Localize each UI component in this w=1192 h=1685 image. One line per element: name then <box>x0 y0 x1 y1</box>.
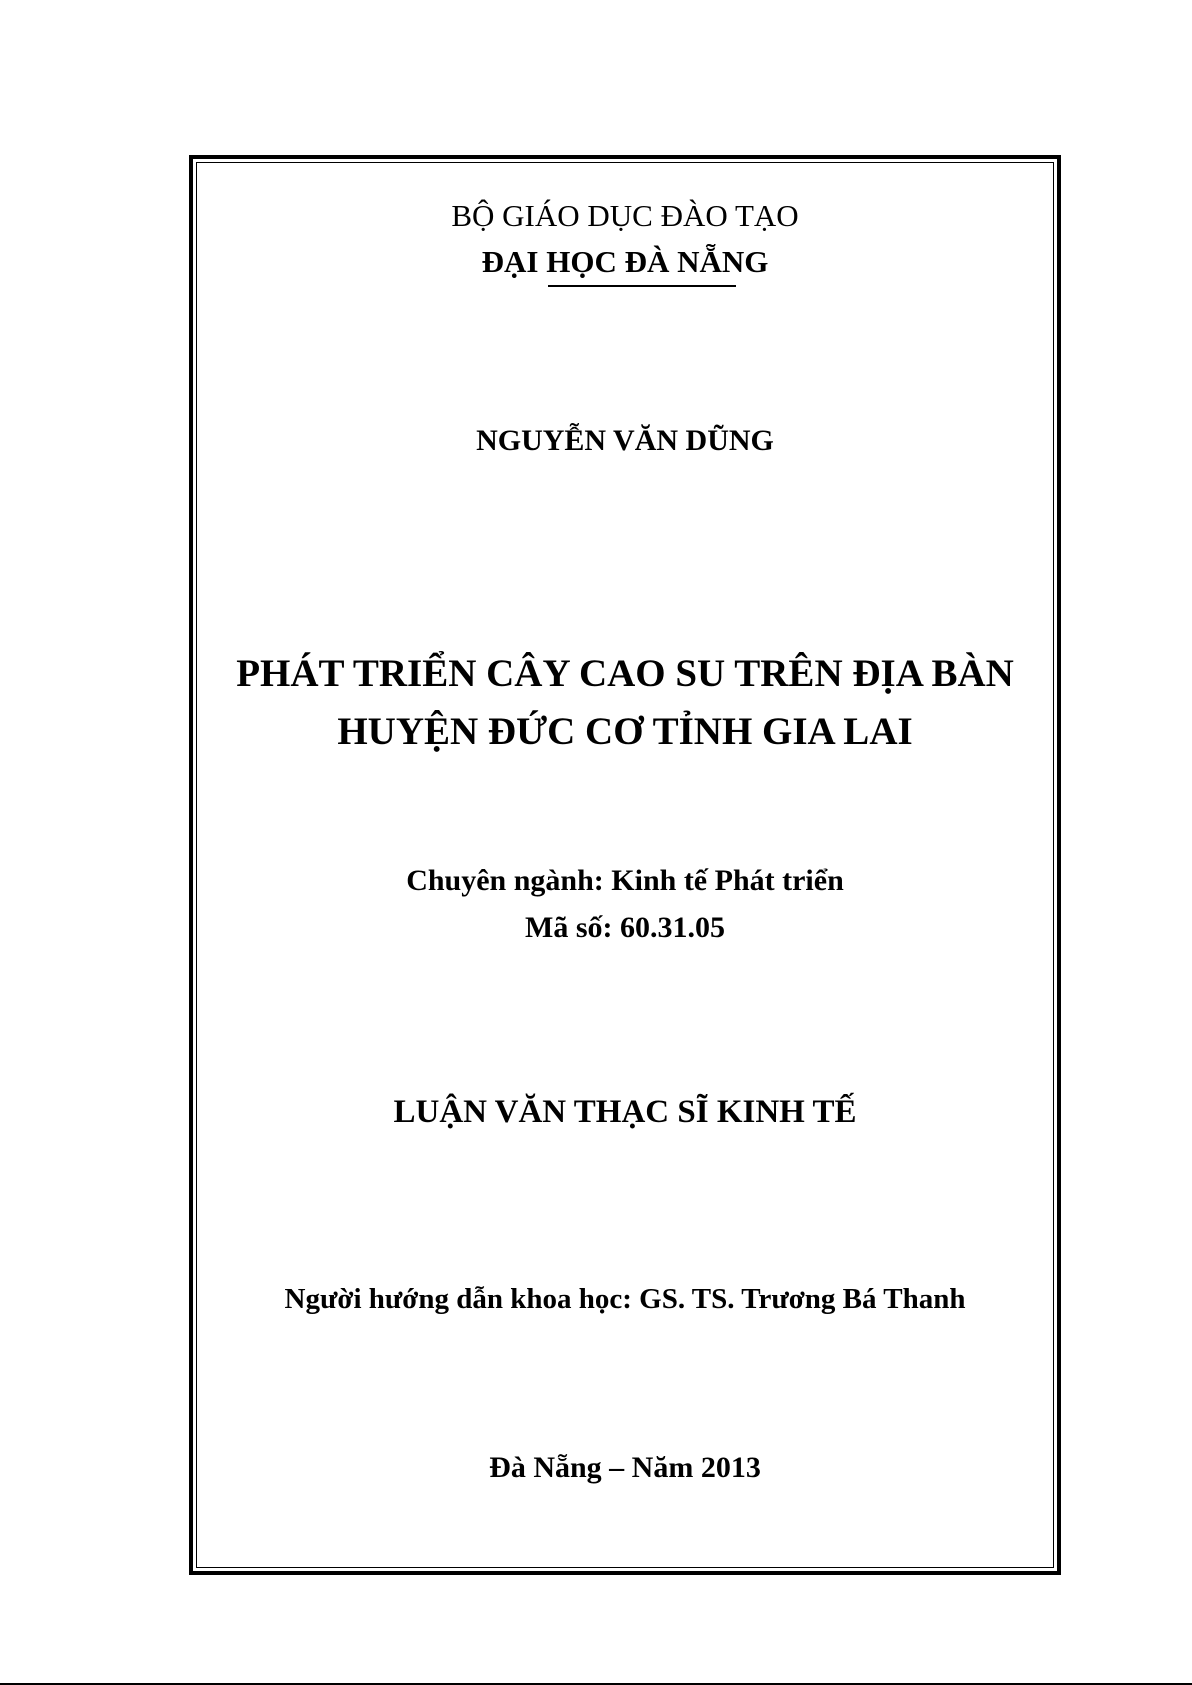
thesis-type: LUẬN VĂN THẠC SĨ KINH TẾ <box>393 1094 857 1130</box>
major-code: Mã số: 60.31.05 <box>525 911 725 944</box>
thesis-title-line-1: PHÁT TRIỂN CÂY CAO SU TRÊN ĐỊA BÀN <box>236 652 1014 695</box>
author-name: NGUYỄN VĂN DŨNG <box>476 424 774 457</box>
thesis-title-line-2: HUYỆN ĐỨC CƠ TỈNH GIA LAI <box>337 710 913 753</box>
major-field: Chuyên ngành: Kinh tế Phát triển <box>406 864 844 897</box>
ministry-name: BỘ GIÁO DỤC ĐÀO TẠO <box>451 198 799 233</box>
supervisor: Người hướng dẫn khoa học: GS. TS. Trương Bá Thanh <box>284 1283 966 1315</box>
place-and-year: Đà Nẵng – Năm 2013 <box>489 1451 761 1484</box>
university-name: ĐẠI HỌC ĐÀ NẴNG <box>481 244 769 279</box>
university-underline <box>548 285 736 287</box>
